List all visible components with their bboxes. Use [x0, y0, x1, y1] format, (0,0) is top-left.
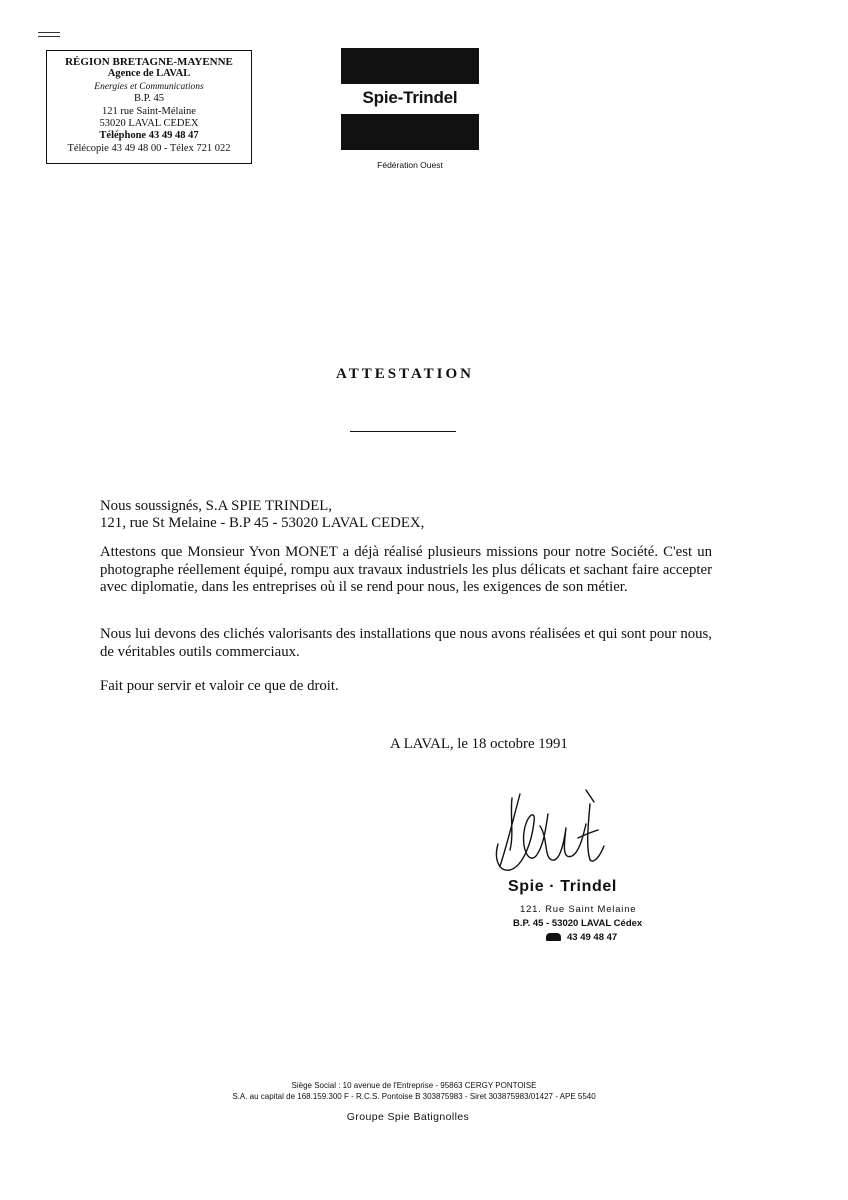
place-date-line: A LAVAL, le 18 octobre 1991 — [390, 736, 568, 752]
federation-label: Fédération Ouest — [377, 160, 443, 170]
paragraph-3: Fait pour servir et valoir ce que de droit. — [100, 678, 339, 694]
stamp-phone-number: 43 49 48 47 — [567, 932, 618, 943]
agency-name: Agence de LAVAL — [107, 68, 191, 80]
sender-line-1: Nous soussignés, S.A SPIE TRINDEL, — [100, 498, 332, 514]
agency-address-box — [46, 50, 252, 164]
agency-city: 53020 LAVAL CEDEX — [99, 118, 199, 130]
stamp-street: 121. Rue Saint Melaine — [520, 904, 637, 915]
handwritten-signature — [490, 786, 614, 878]
corner-mark — [38, 32, 60, 37]
agency-division: Energies et Communications — [94, 81, 204, 92]
phone-icon — [546, 933, 561, 941]
logo-bar-top — [341, 48, 479, 84]
stamp-bp-city: B.P. 45 - 53020 LAVAL Cédex — [513, 918, 643, 929]
sender-line-2: 121, rue St Melaine - B.P 45 - 53020 LAVAL CEDEX, — [100, 515, 425, 531]
agency-fax: Télécopie 43 49 48 00 - Télex 721 022 — [67, 142, 231, 154]
stamp-company-name: Spie · Trindel — [508, 878, 617, 895]
title-underline — [350, 431, 456, 432]
logo-bar-bottom — [341, 114, 479, 150]
agency-phone: Téléphone 43 49 48 47 — [99, 130, 199, 142]
footer-head-office: Siège Social : 10 avenue de l'Entreprise - 95863 CERGY PONTOISE — [291, 1081, 537, 1090]
document-title: ATTESTATION — [335, 366, 475, 382]
company-logo-text: Spie-Trindel — [362, 88, 458, 107]
footer-legal-info: S.A. au capital de 168.159.300 F - R.C.S. Pontoise B 303875983 - Siret 303875983/01427 - APE 5540 — [232, 1092, 596, 1101]
paragraph-2: Nous lui devons des clichés valorisants des installations que nous avons réalisées et qui sont pour nous, de véritables outils commerciaux. — [100, 626, 712, 660]
stamp-phone — [546, 932, 617, 943]
agency-street: 121 rue Saint-Mélaine — [102, 105, 196, 117]
agency-region: RÉGION BRETAGNE-MAYENNE — [65, 56, 233, 68]
paragraph-1: Attestons que Monsieur Yvon MONET a déjà réalisé plusieurs missions pour notre Société. C'est un photographe réellement équipé, rompu aux travaux industriels les plus délicats et sachant faire accepter avec diplomatie, dans les entreprises où il se rend pour nous, les exigences de son métier. — [100, 544, 712, 595]
footer-group-name: Groupe Spie Batignolles — [346, 1111, 470, 1123]
agency-bp: B.P. 45 — [133, 93, 165, 105]
